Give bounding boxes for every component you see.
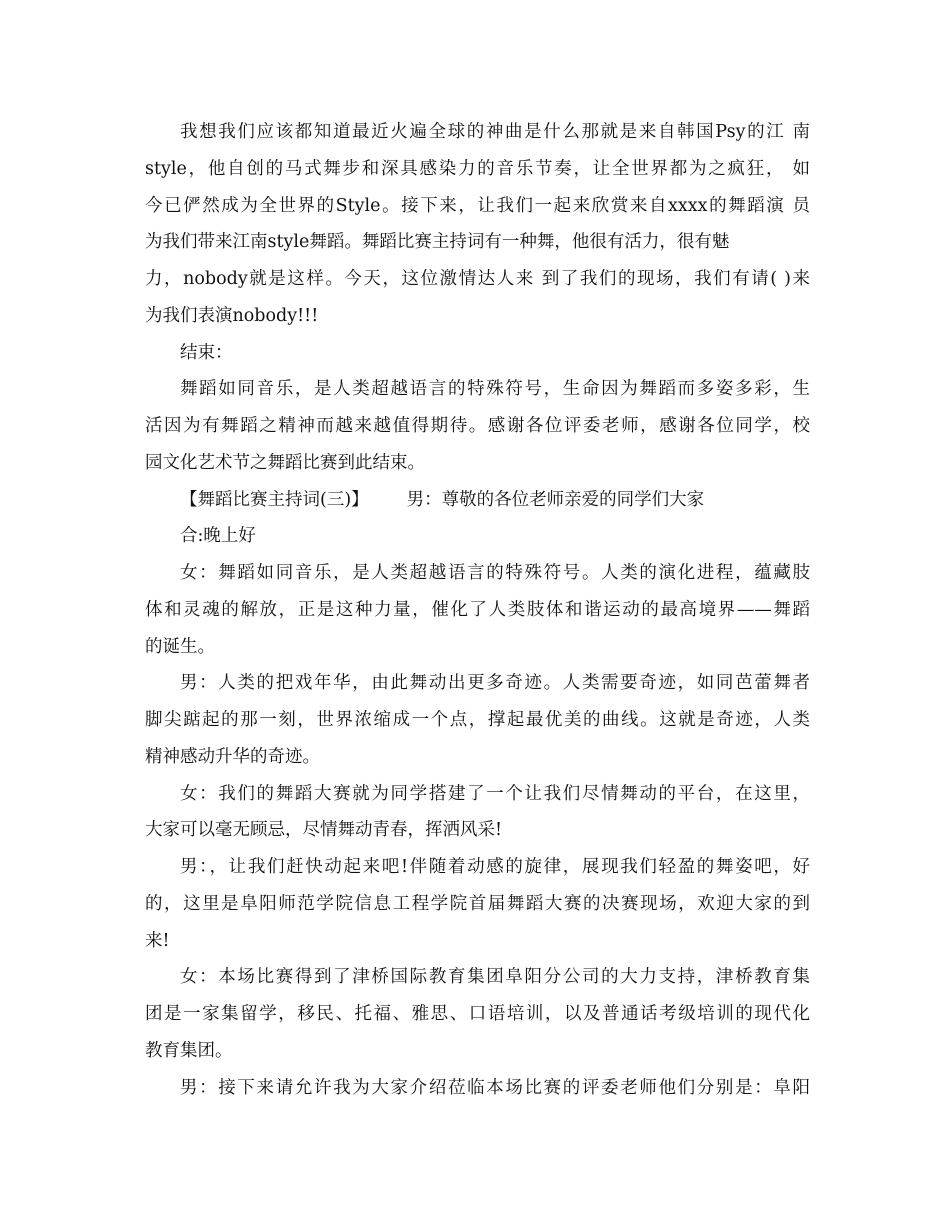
paragraph-line: 女：我们的舞蹈大赛就为同学搭建了一个让我们尽情舞动的平台，在这里， bbox=[180, 783, 810, 804]
paragraph-line: 体和灵魂的解放，正是这种力量，催化了人类肢体和谐运动的最高境界——舞蹈 bbox=[145, 599, 810, 620]
paragraph-line bbox=[145, 482, 810, 519]
paragraph-line: 脚尖踮起的那一刻，世界浓缩成一个点，撑起最优美的曲线。这就是奇迹，人类 bbox=[145, 710, 810, 730]
paragraph-line: 来! bbox=[145, 930, 170, 951]
paragraph-line: 活因为有舞蹈之精神而越来越值得期待。感谢各位评委老师，感谢各位同学，校 bbox=[145, 416, 810, 436]
paragraph-line: style，他自创的马式舞步和深具感染力的音乐节奏，让全世界都为之疯狂， 如 bbox=[145, 158, 810, 179]
paragraph-line: 大家可以毫无顾忌，尽情舞动青春，挥洒风采! bbox=[145, 820, 503, 841]
paragraph-line: 男：接下来请允许我为大家介绍莅临本场比赛的评委老师他们分别是：阜阳 bbox=[180, 1077, 810, 1098]
paragraph-line: 为我们带来江南style舞蹈。舞蹈比赛主持词有一种舞，他很有活力，很有魅 bbox=[145, 232, 730, 253]
paragraph-line: 教育集团。 bbox=[145, 1040, 233, 1061]
paragraph-line: 精神感动升华的奇迹。 bbox=[145, 746, 320, 767]
paragraph-line: 为我们表演nobody!!! bbox=[145, 305, 319, 326]
paragraph-line: 男：，让我们赶快动起来吧!伴随着动感的旋律，展现我们轻盈的舞姿吧，好 bbox=[180, 857, 810, 877]
paragraph-line: 力，nobody就是这样。今天，这位激情达人来 到了我们的现场，我们有请( )来 bbox=[145, 269, 810, 289]
document-body bbox=[145, 114, 810, 1106]
paragraph-line: 的诞生。 bbox=[145, 636, 215, 657]
paragraph-line: 今已俨然成为全世界的Style。接下来，让我们一起来欣赏来自xxxx的舞蹈演 员 bbox=[145, 195, 810, 216]
paragraph-line: 结束： bbox=[180, 342, 233, 363]
dialogue-text: 男：尊敬的各位老师亲爱的同学们大家 bbox=[406, 489, 705, 510]
paragraph-line: 男：人类的把戏年华，由此舞动出更多奇迹。人类需要奇迹，如同芭蕾舞者 bbox=[180, 673, 810, 694]
paragraph-line: 女：本场比赛得到了津桥国际教育集团阜阳分公司的大力支持，津桥教育集 bbox=[180, 967, 810, 988]
section-heading: 【舞蹈比赛主持词(三)】 bbox=[180, 489, 369, 510]
paragraph-line: 合:晚上好 bbox=[180, 526, 256, 547]
paragraph-line: 我想我们应该都知道最近火遍全球的神曲是什么那就是来自韩国Psy的江 南 bbox=[180, 122, 810, 142]
paragraph-line: 的，这里是阜阳师范学院信息工程学院首届舞蹈大赛的决赛现场，欢迎大家的到 bbox=[145, 893, 810, 914]
paragraph-line: 舞蹈如同音乐，是人类超越语言的特殊符号，生命因为舞蹈而多姿多彩，生 bbox=[180, 379, 810, 400]
paragraph-line: 园文化艺术节之舞蹈比赛到此结束。 bbox=[145, 452, 425, 473]
paragraph-line: 团是一家集留学，移民、托福、雅思、口语培训，以及普通话考级培训的现代化 bbox=[145, 1004, 810, 1024]
paragraph-line: 女：舞蹈如同音乐，是人类超越语言的特殊符号。人类的演化进程，蕴藏肢 bbox=[180, 563, 810, 583]
